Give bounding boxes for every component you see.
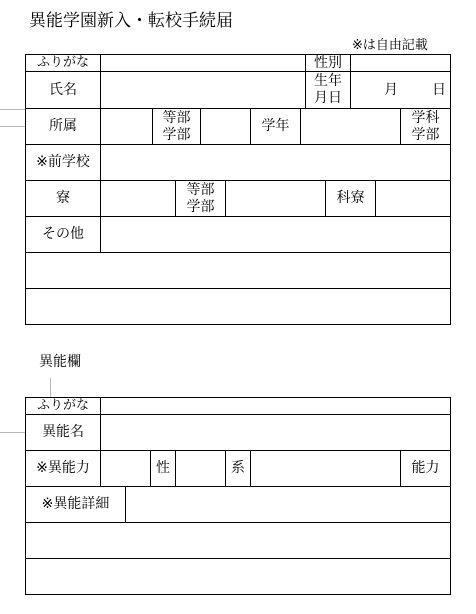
faculty-label-1: 学科 <box>411 110 440 126</box>
birth-label-1: 生年 <box>314 73 342 89</box>
ability-power-field[interactable] <box>101 451 150 486</box>
blank-row[interactable] <box>26 523 450 558</box>
grade-label: 学年 <box>261 118 290 134</box>
ability-detail-field[interactable] <box>126 487 450 522</box>
dorm-dept-label-1: 等部 <box>186 182 215 198</box>
ability-gender-label: 性 <box>156 460 170 476</box>
day-label: 日 <box>432 82 446 98</box>
ability-power-label: ※異能力 <box>36 460 90 476</box>
name-label: 氏名 <box>49 82 77 98</box>
previous-school-label: ※前学校 <box>36 154 90 170</box>
ability-section-title: 異能欄 <box>39 354 81 370</box>
form-title: 異能学園新入・転校手続届 <box>29 11 233 31</box>
furigana-label: ふりがな <box>36 55 89 70</box>
faculty-dorm-label: 科寮 <box>336 190 365 206</box>
other-label: その他 <box>42 226 84 242</box>
blank-row[interactable] <box>26 559 450 594</box>
free-entry-note: ※は自由記載 <box>352 38 428 53</box>
gender-label: 性別 <box>314 55 342 71</box>
dept-label-2: 学部 <box>162 127 191 143</box>
power-label: 能力 <box>411 460 440 476</box>
dorm-label: 寮 <box>56 190 70 206</box>
birth-label-2: 月日 <box>314 90 342 106</box>
ability-name-label: 異能名 <box>42 424 84 440</box>
affiliation-label: 所属 <box>49 118 77 134</box>
faculty-label-2: 学部 <box>411 127 440 143</box>
month-label: 月 <box>384 82 398 98</box>
ability-furigana-label: ふりがな <box>36 398 89 413</box>
ability-furigana-field[interactable] <box>101 398 450 414</box>
ability-type-label: 系 <box>231 460 245 476</box>
dept-label-1: 等部 <box>162 110 191 126</box>
ability-name-field[interactable] <box>101 415 450 450</box>
ability-gender-field[interactable] <box>176 451 225 486</box>
ability-detail-label: ※異能詳細 <box>41 496 110 512</box>
ability-type-field[interactable] <box>251 451 400 486</box>
dorm-dept-label-2: 学部 <box>186 199 215 215</box>
